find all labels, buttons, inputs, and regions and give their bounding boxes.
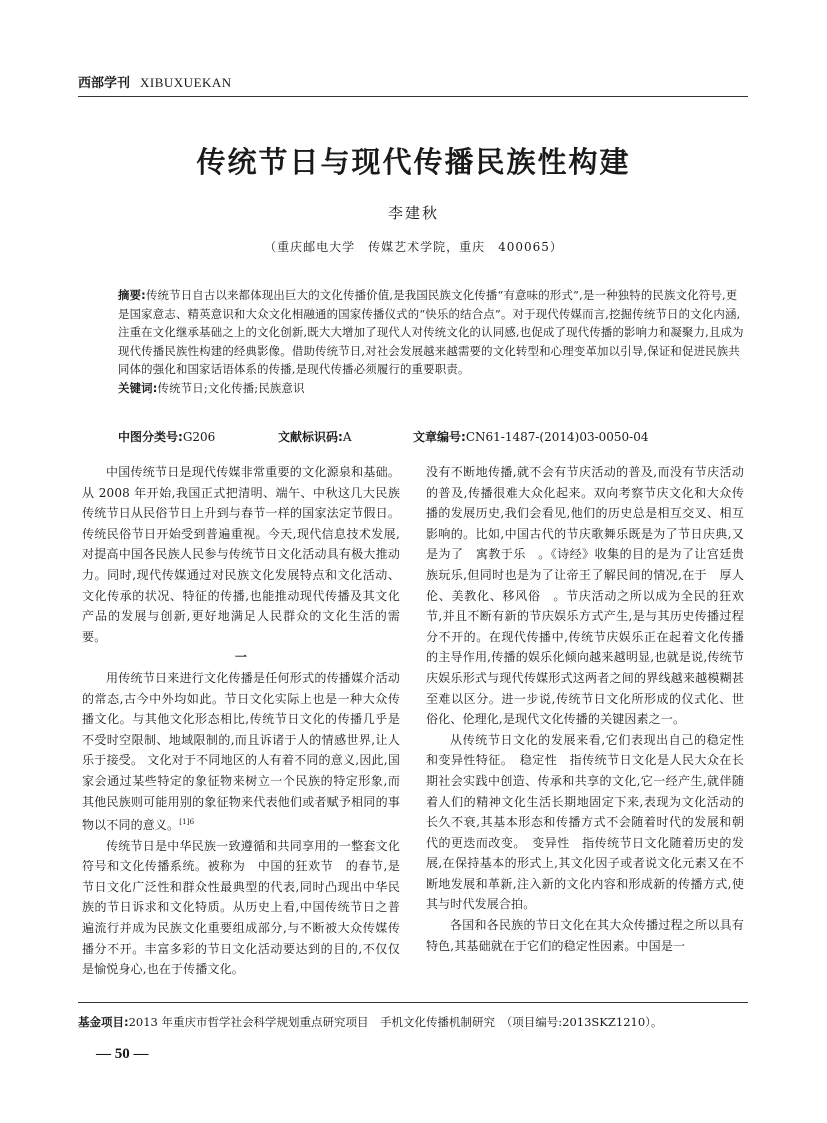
author-name: 李建秋 bbox=[387, 204, 439, 222]
article-number-value: CN61-1487-(2014)03-0050-04 bbox=[465, 430, 649, 444]
section-heading: 一 bbox=[234, 650, 248, 665]
body-paragraph: 传统节日是中华民族一致遵循和共同享用的一整套文化符号和文化传播系统。被称为 中国的狂欢节 的春节,是节日文化广泛性和群众性最典型的代表,同时凸现出中华民族的节日诉求和文化特质。从历史上看,中国传统节日之普遍流行并成为民族文化重要组成部分,与不断被大众传媒传播分不开。丰富多彩的节日文化活动要达到的目的,不仅仅是愉悦身心,也在于传播文化。 bbox=[82, 838, 400, 977]
keywords-label: 关键词: bbox=[118, 380, 158, 395]
abstract-text: 传统节日自古以来都体现出巨大的文化传播价值,是我国民族文化传播“有意味的形式”,是一种独特的民族文化符号,更是国家意志、精英意识和大众文化相融通的国家传播仪式的“快乐的结合点”。对于现代传媒而言,挖掘传统节日的文化内涵,注重在文化继承基础之上的文化创新,既大大增加了现代人对传统文化的认同感,也促成了现代传播的影响力和凝聚力,且成为现代传播民族性构建的经典影像。借助传统节日,对社会发展越来越需要的文化转型和心理变革加以引导,保证和促进民族共同体的强化和国家话语体系的传播,是现代传播必须履行的重要职责。 bbox=[118, 288, 744, 377]
body-paragraph: 从传统节日文化的发展来看,它们表现出自己的稳定性和变异性特征。 稳定性 指传统节日文化是人民大众在长期社会实践中创造、传承和共享的文化,它一经产生,就伴随着人们的精神文化生活长期地固定下来,表现为文化活动的长久不衰,其基本形态和传播方式不会随着时代的发展和朝代的更迭而改变。 变异性 指传统节日文化随着历史的发展,在保持基本的形式上,其文化因子或者说文化元素又在不断地发展和革新,注入新的文化内容和形成新的传播方式,使其与时代发展合拍。 bbox=[426, 732, 744, 912]
article-title: 传统节日与现代传播民族性构建 bbox=[196, 145, 631, 179]
clc-number bbox=[118, 428, 215, 445]
citation-mark: [1]6 bbox=[179, 818, 195, 827]
abstract-label: 摘要: bbox=[118, 288, 146, 302]
paragraph-text: 用传统节日来进行文化传播是任何形式的传播媒介活动的常态,古今中外均如此。节日文化实际上也是一种大众传播文化。与其他文化形态相比,传统节日文化的传播几乎是不受时空限制、地域限制的,而且诉诸于人的情感世界,让人乐于接受。 文化对于不同地区的人有着不同的意义,因此,国家会通过某些特定的象征物来树立一个民族的特定形象,而其他民族则可能用别的象征物来代表他们或者赋予相同的事物以不同的意义。 bbox=[82, 670, 400, 833]
fund-text: 2013 年重庆市哲学社会科学规划重点研究项目 手机文化传播机制研究 （项目编号:2013SKZ1210）。 bbox=[128, 1015, 663, 1029]
journal-name-latin: XIBUXUEKAN bbox=[140, 75, 232, 90]
body-paragraph: 各国和各民族的节日文化在其大众传播过程之所以具有特色,其基础就在于它们的稳定性因素。中国是一 bbox=[426, 918, 744, 953]
document-code-label: 文献标识码: bbox=[278, 430, 343, 444]
keywords-text: 传统节日;文化传播;民族意识 bbox=[157, 380, 305, 395]
body-paragraph: 没有不断地传播,就不会有节庆活动的普及,而没有节庆活动的普及,传播很难大众化起来。双向考察节庆文化和大众传播的发展历史,我们会看见,他们的历史总是相互交叉、相互影响的。比如,中国古代的节庆歌舞乐既是为了节日庆典,又是为了 寓教于乐 。《诗经》收集的目的是为了让宫廷贵族玩乐,但同时也是为了让帝王了解民间的情况,在于 厚人伦、美教化、移风俗 。节庆活动之所以成为全民的狂欢节,并且不断有新的节庆娱乐方式产生,是与其历史传播过程分不开的。在现代传播中,传统节庆娱乐正在起着文化传播的主导作用,传播的娱乐化倾向越来越明显,也就是说,传统节庆娱乐形式与现代传媒形式这两者之间的界线越来越模糊甚至难以区分。进一步说,传统节日文化所形成的仪式化、世俗化、伦理化,是现代文化传播的关键因素之一。 bbox=[426, 465, 744, 727]
article-number-label: 文章编号: bbox=[413, 430, 466, 444]
article-number bbox=[413, 428, 649, 445]
document-code bbox=[278, 428, 351, 445]
journal-name-cn: 西部学刊 bbox=[78, 75, 131, 90]
body-paragraph bbox=[82, 668, 400, 836]
footnote-rule bbox=[78, 1002, 748, 1003]
keywords bbox=[118, 379, 746, 398]
document-code-value: A bbox=[342, 430, 352, 444]
running-head bbox=[78, 72, 232, 91]
fund-label: 基金项目: bbox=[78, 1015, 129, 1029]
body-paragraph: 中国传统节日是现代传媒非常重要的文化源泉和基础。从 2008 年开始,我国正式把清明、端午、中秋这几大民族传统节日从民俗节日上升到与春节一样的国家法定节假日。传统民俗节日开始受到普遍重视。今天,现代信息技术发展,对提高中国各民族人民参与传统节日文化活动具有极大推动力。同时,现代传媒通过对民族文化发展特点和文化活动、文化传承的状况、特征的传播,也能推动现代传播及其文化产品的发展与创新,更好地满足人民群众的文化生活的需要。 bbox=[82, 465, 400, 644]
author-affiliation: （重庆邮电大学 传媒艺术学院，重庆 400065） bbox=[264, 240, 563, 254]
clc-value: G206 bbox=[182, 430, 216, 444]
header-rule bbox=[78, 96, 748, 97]
clc-label: 中图分类号: bbox=[118, 430, 183, 444]
body-column-left bbox=[82, 462, 400, 980]
abstract bbox=[118, 286, 746, 379]
fund-note bbox=[78, 1014, 662, 1030]
abstract-block bbox=[118, 286, 746, 398]
body-column-right bbox=[426, 462, 744, 956]
page-number: — 50 — bbox=[96, 1046, 149, 1062]
